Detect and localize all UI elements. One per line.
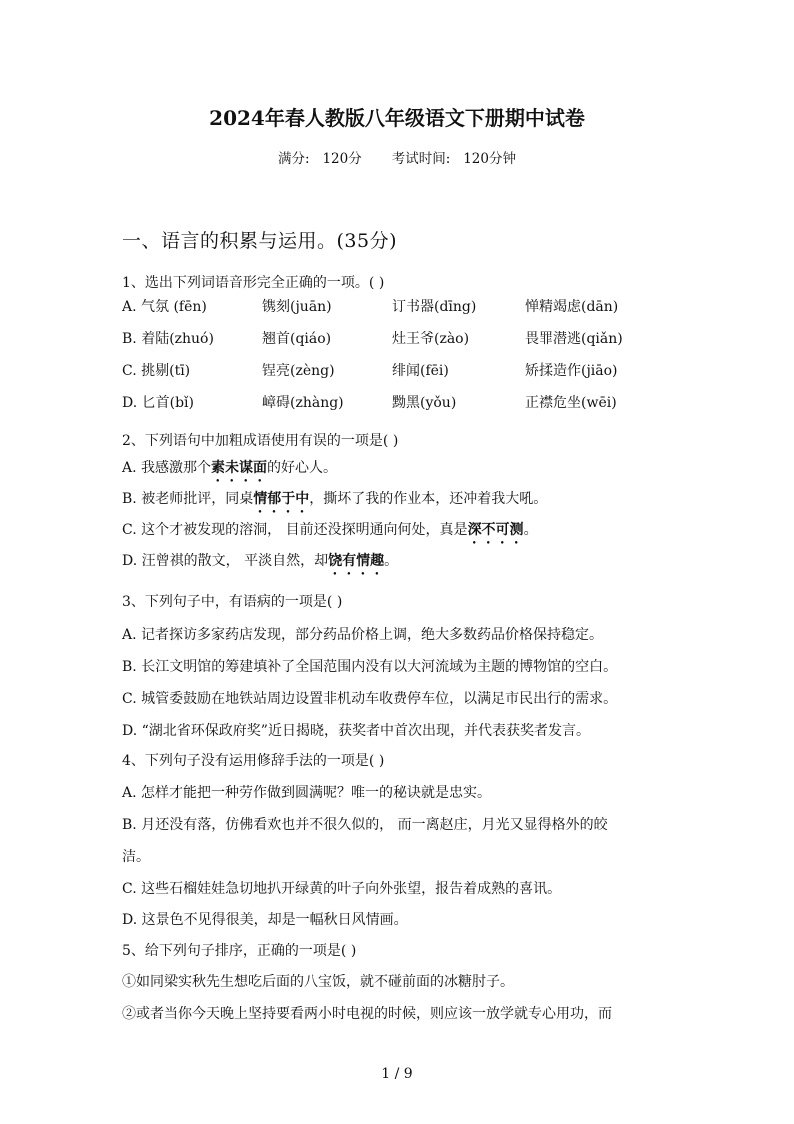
question-2-option-a — [122, 457, 337, 485]
option-text: 的好心人。 — [267, 460, 338, 476]
option-b-word3: 灶王爷(zào) — [392, 331, 470, 347]
option-a-word3: 订书器(dīng) — [392, 299, 477, 315]
option-d-word4: 正襟危坐(wēi) — [525, 395, 617, 411]
option-a-word4: 惮精竭虑(dān) — [525, 299, 619, 315]
option-text: 。 — [384, 553, 399, 569]
question-4-stem: 4、下列句子没有运用修辞手法的一项是( ) — [122, 753, 385, 769]
question-2-option-b — [122, 488, 547, 516]
question-2-option-d — [122, 550, 398, 578]
score-label: 满分: — [278, 151, 310, 167]
option-b-word2: 翘首(qiáo) — [262, 331, 332, 347]
highlighted-idiom: 饶有情趣 — [328, 553, 385, 569]
option-d-word2: 嶂碍(zhàng) — [262, 395, 344, 411]
question-3-option-d: D. “湖北省环保政府奖”近日揭晓，获奖者中首次出现，并代表获奖者发言。 — [122, 723, 590, 739]
question-5-sentence-1: ①如同梁实秋先生想吃后面的八宝饭，就不碰前面的冰糖肘子。 — [122, 974, 514, 990]
question-2-option-c — [122, 519, 538, 547]
question-4-option-d: D. 这景色不见得很美，却是一幅秋日风情画。 — [122, 912, 408, 928]
question-4-option-b-continued: 洁。 — [122, 849, 150, 865]
question-4-option-b: B. 月还没有落，仿佛看欢也并不很久似的， 而一离赵庄，月光又显得格外的皎 — [122, 817, 608, 833]
highlighted-idiom: 深不可测 — [467, 522, 524, 538]
score-value: 120分 — [322, 151, 362, 167]
option-a-word1: A. 气氛 (fēn) — [122, 299, 207, 315]
option-text: C. 这个才被发现的溶洞， 目前还没探明通向何处，真是 — [122, 522, 468, 538]
question-2-stem: 2、下列语句中加粗成语使用有误的一项是( ) — [122, 433, 399, 449]
question-3-option-b: B. 长江文明馆的筹建填补了全国范围内没有以大河流域为主题的博物馆的空白。 — [122, 659, 618, 675]
option-text: A. 我感激那个 — [122, 460, 212, 476]
option-b-word4: 畏罪潜逃(qiǎn) — [525, 331, 623, 347]
question-4-option-a: A. 怎样才能把一种劳作做到圆满呢？唯一的秘诀就是忠实。 — [122, 785, 492, 801]
time-label: 考试时间: — [391, 151, 451, 167]
exam-meta — [0, 147, 794, 167]
page-number: 1 / 9 — [381, 1066, 413, 1082]
option-text: B. 被老师批评，同桌 — [122, 491, 254, 507]
option-c-word3: 绯闻(fēi) — [392, 363, 449, 379]
option-text: 。 — [523, 522, 538, 538]
question-5-stem: 5、给下列句子排序，正确的一项是( ) — [122, 943, 357, 959]
highlighted-idiom: 素未谋面 — [211, 460, 268, 476]
option-c-word1: C. 挑剔(tī) — [122, 363, 191, 379]
question-3-stem: 3、下列句子中，有语病的一项是( ) — [122, 594, 343, 610]
option-d-word3: 黝黑(yǒu) — [392, 395, 457, 411]
option-d-word1: D. 匕首(bǐ) — [122, 395, 194, 411]
option-a-word2: 镌刻(juān) — [262, 299, 332, 315]
question-4-option-c: C. 这些石榴娃娃急切地扒开绿黄的叶子向外张望，报告着成熟的喜讯。 — [122, 881, 562, 897]
option-text: D. 汪曾祺的散文， 平淡自然，却 — [122, 553, 329, 569]
highlighted-idiom: 情郁于中 — [253, 491, 310, 507]
question-1-stem: 1、选出下列词语音形完全正确的一项。( ) — [122, 275, 385, 291]
option-b-word1: B. 着陆(zhuó) — [122, 331, 214, 347]
section-heading: 一、语言的积累与运用。(35分) — [122, 230, 398, 252]
option-c-word4: 矫揉造作(jiāo) — [525, 363, 618, 379]
time-value: 120分钟 — [463, 151, 516, 167]
page-title: 2024年春人教版八年级语文下册期中试卷 — [209, 106, 585, 130]
question-3-option-c: C. 城管委鼓励在地铁站周边设置非机动车收费停车位，以满足市民出行的需求。 — [122, 691, 618, 707]
option-text: ，撕坏了我的作业本，还冲着我大吼。 — [309, 491, 548, 507]
question-3-option-a: A. 记者探访多家药店发现，部分药品价格上调，绝大多数药品价格保持稳定。 — [122, 627, 604, 643]
option-c-word2: 锃亮(zèng) — [262, 363, 335, 379]
question-5-sentence-2: ②或者当你今天晚上坚持要看两小时电视的时候，则应该一放学就专心用功，而 — [122, 1006, 612, 1022]
